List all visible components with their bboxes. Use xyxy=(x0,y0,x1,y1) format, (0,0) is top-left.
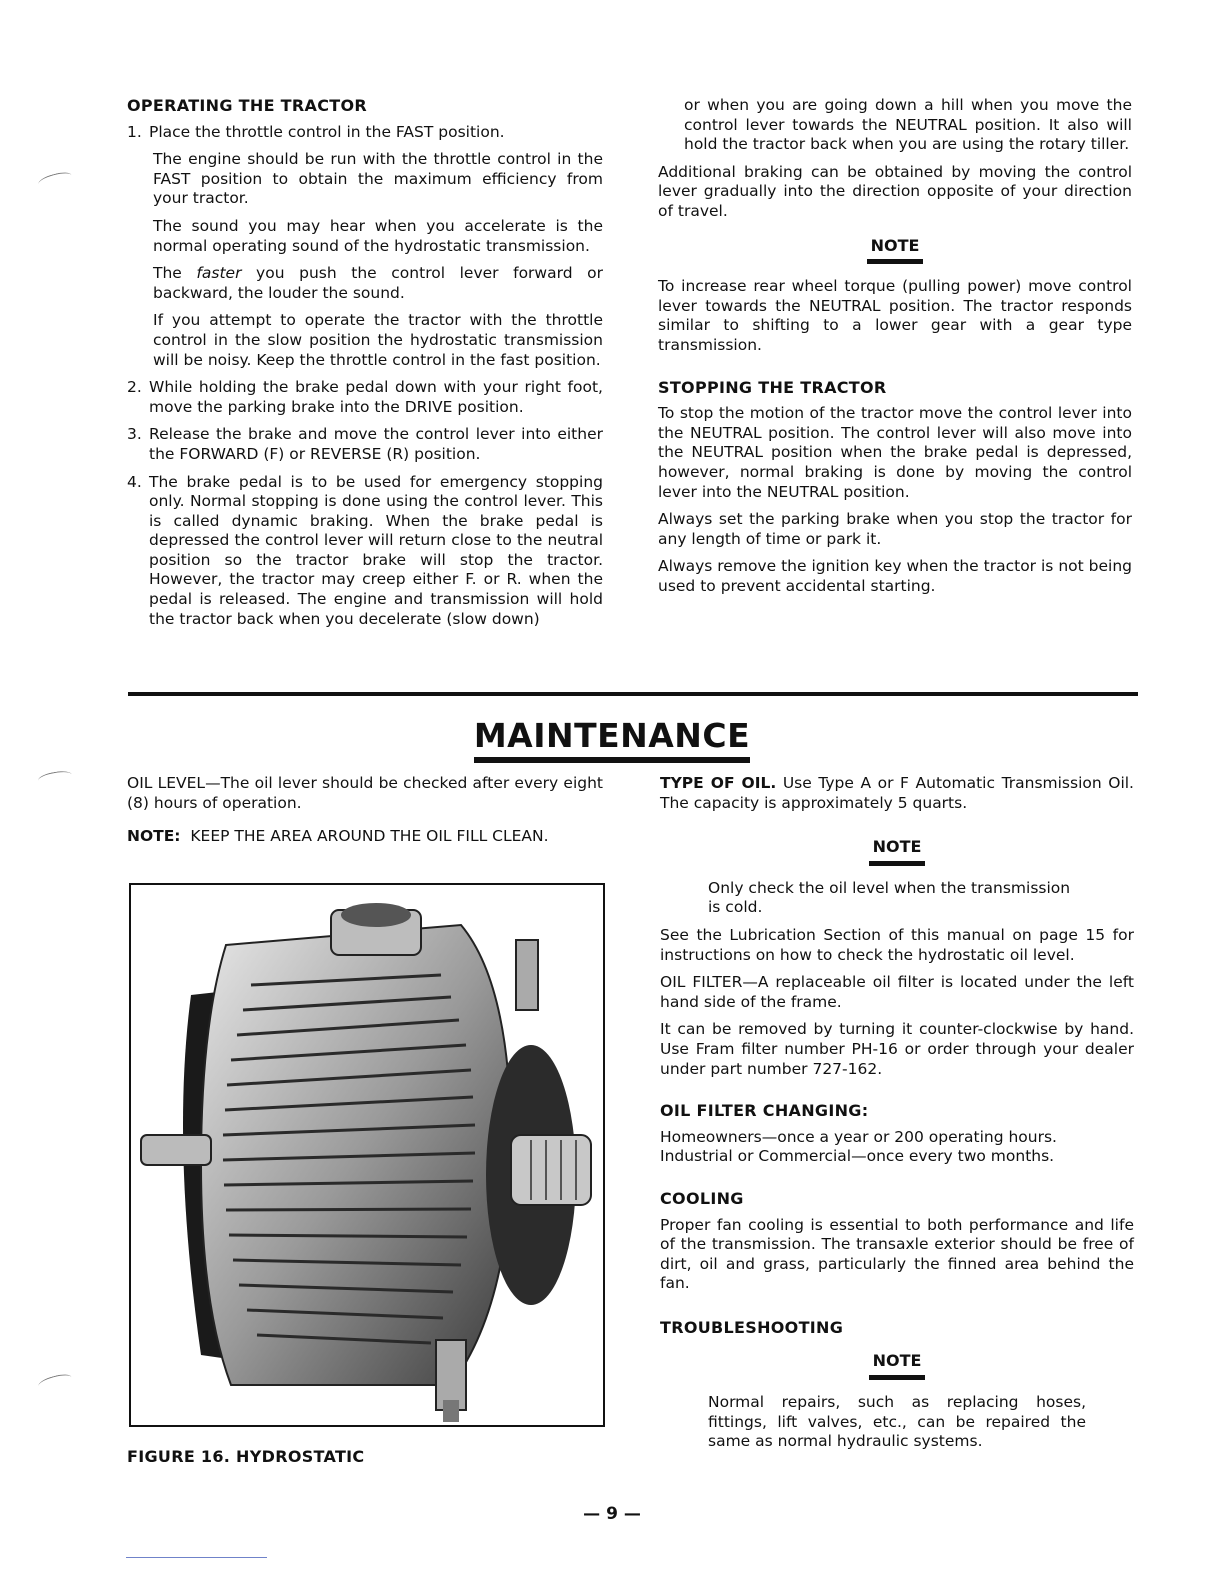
paragraph: The sound you may hear when you accelerate is the normal operating sound of the hydrostatic transmission. xyxy=(153,216,603,255)
note-text: Only check the oil level when the transmission is cold. xyxy=(708,878,1071,917)
note-heading xyxy=(658,236,1132,260)
note-label: NOTE: xyxy=(127,827,181,846)
step-text: Place the throttle control in the FAST position. xyxy=(149,122,505,141)
list-item xyxy=(127,473,603,630)
text-run: you push the control lever forward or backward, the louder the sound. xyxy=(153,264,603,302)
hydrostatic-transmission-illustration xyxy=(131,885,603,1425)
paragraph: Always set the parking brake when you stop the tractor for any length of time or park it. xyxy=(658,510,1132,548)
step-number: 4. xyxy=(127,472,142,491)
note-heading xyxy=(660,837,1134,861)
section-heading: OPERATING THE TRACTOR xyxy=(127,96,367,115)
note-label: NOTE xyxy=(873,1351,922,1375)
step-text: Release the brake and move the control lever into either the FORWARD (F) or REVERSE (R) position. xyxy=(149,425,603,463)
paragraph: or when you are going down a hill when you move the control lever towards the NEUTRAL position. It also will hold the tractor back when you are using the rotary tiller. xyxy=(684,96,1132,154)
figure-16-image xyxy=(129,883,605,1427)
paragraph xyxy=(153,264,603,303)
step1-details xyxy=(153,150,603,370)
step-number: 3. xyxy=(127,425,142,444)
text-run: The xyxy=(153,264,197,283)
margin-mark xyxy=(37,170,73,189)
list-item xyxy=(127,378,603,417)
step-number: 1. xyxy=(127,122,142,141)
note-label: NOTE xyxy=(873,837,922,861)
page-number: — 9 — xyxy=(583,1504,641,1524)
paragraph: Industrial or Commercial—once every two months. xyxy=(660,1147,1055,1166)
operating-section xyxy=(127,96,603,637)
figure-caption: FIGURE 16. HYDROSTATIC xyxy=(127,1447,365,1466)
paragraph: Always remove the ignition key when the tractor is not being used to prevent accidental starting. xyxy=(658,557,1132,595)
step-text: While holding the brake pedal down with your right foot, move the parking brake into the DRIVE position. xyxy=(149,378,603,416)
paragraph xyxy=(660,774,1134,813)
type-of-oil-text: Use Type A or F Automatic Transmission Oil. The capacity is approximately 5 quarts. xyxy=(660,774,1134,812)
section-heading: COOLING xyxy=(660,1188,744,1208)
paragraph: OIL LEVEL—The oil lever should be checked after every eight (8) hours of operation. xyxy=(127,774,603,812)
paragraph: OIL FILTER—A replaceable oil filter is located under the left hand side of the frame. xyxy=(660,973,1134,1011)
type-of-oil-label: TYPE OF OIL. xyxy=(660,774,777,792)
paragraph: Homeowners—once a year or 200 operating hours. xyxy=(660,1127,1057,1146)
paragraph: It can be removed by turning it counter-clockwise by hand. Use Fram filter number PH-16 or order through your dealer under part number 727-162. xyxy=(660,1020,1134,1078)
paragraph: See the Lubrication Section of this manual on page 15 for instructions on how to check the hydrostatic oil level. xyxy=(660,925,1134,964)
emphasis: faster xyxy=(196,264,242,283)
note-text: Normal repairs, such as replacing hoses, fittings, lift valves, etc., can be repaired the same as normal hydraulic systems. xyxy=(708,1393,1086,1451)
note-heading xyxy=(660,1351,1134,1375)
paragraph: To stop the motion of the tractor move the control lever into the NEUTRAL position. The control lever will also move into the NEUTRAL position when the brake pedal is depressed, however, normal braking is done by moving the control lever into the NEUTRAL position. xyxy=(658,404,1132,501)
section-heading: TROUBLESHOOTING xyxy=(660,1317,844,1337)
section-heading: STOPPING THE TRACTOR xyxy=(658,377,887,397)
title-text: MAINTENANCE xyxy=(473,716,751,755)
braking-section xyxy=(658,96,1132,604)
paragraph: If you attempt to operate the tractor with the throttle control in the slow position the hydrostatic transmission will be noisy. Keep the throttle control in the fast position. xyxy=(153,311,603,369)
paragraph: The engine should be run with the throttle control in the FAST position to obtain the maximum efficiency from your tractor. xyxy=(153,150,603,208)
list-item xyxy=(127,123,603,143)
list-item xyxy=(127,425,603,464)
paragraph: Proper fan cooling is essential to both performance and life of the transmission. The transaxle exterior should be free of dirt, oil and grass, particularly the finned area behind the fan. xyxy=(660,1215,1134,1293)
step-number: 2. xyxy=(127,378,142,397)
note-line xyxy=(127,827,603,847)
note-text: To increase rear wheel torque (pulling power) move control lever towards the NEUTRAL position. The tractor responds similar to shifting to a lower gear with a gear type transmission. xyxy=(658,277,1132,354)
section-heading: OIL FILTER CHANGING: xyxy=(660,1101,869,1121)
margin-mark xyxy=(37,769,72,786)
page-title xyxy=(0,716,1224,755)
oil-level-section xyxy=(127,774,603,855)
operating-steps-continued xyxy=(127,378,603,629)
operating-steps xyxy=(127,123,603,143)
maintenance-right-column xyxy=(660,774,1134,1460)
margin-mark xyxy=(37,1372,73,1391)
section-divider xyxy=(128,692,1138,696)
note-label: NOTE xyxy=(871,236,920,260)
paragraph: Additional braking can be obtained by moving the control lever gradually into the direction opposite of your direction of travel. xyxy=(658,162,1132,220)
footer-rule xyxy=(126,1557,267,1558)
step-text: The brake pedal is to be used for emergency stopping only. Normal stopping is done using the control lever. This is called dynamic braking. When the brake pedal is depressed the control lever will return close to the neutral position so the tractor brake will stop the tractor. However, the tractor may creep either F. or R. when the pedal is released. The engine and transmission will hold the tractor back when you decelerate (slow down) xyxy=(149,472,603,628)
note-text: KEEP THE AREA AROUND THE OIL FILL CLEAN. xyxy=(190,827,549,846)
